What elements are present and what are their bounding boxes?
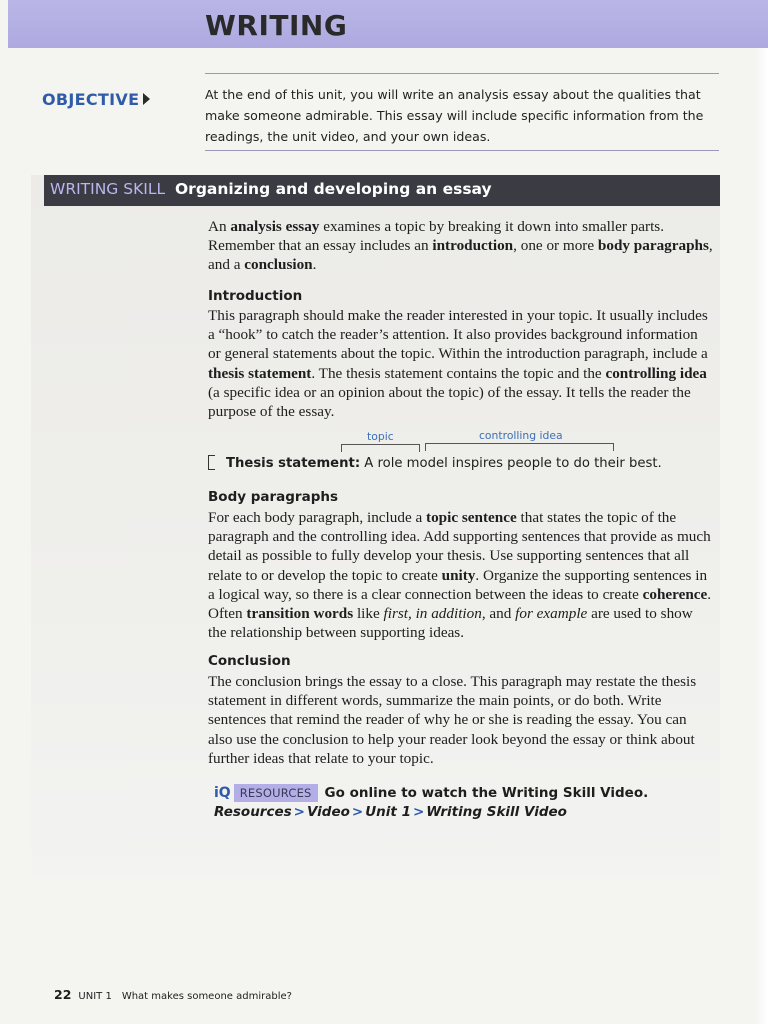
term-thesis-statement: thesis statement xyxy=(208,364,312,382)
path-writing-skill-video[interactable]: Writing Skill Video xyxy=(426,804,567,820)
iq-logo: iQ xyxy=(214,785,231,801)
thesis-example xyxy=(208,455,662,471)
term-controlling-idea: controlling idea xyxy=(605,364,707,382)
body-paragraph: For each body paragraph, include a topic sentence that states the topic of the paragraph and the controlling idea. Add supporting sentences that provide as much detail as possible to fully develop your thesis. Use supporting sentences that all relate to or develop the topic to create unity. Organize the supporting sentences in a logical way, so there is a clear connection between the ideas to create coherence. Often transition words like first, in addition, and for example are used to show the relationship between supporting ideas. xyxy=(208,509,712,642)
heading-conclusion: Conclusion xyxy=(208,653,291,669)
topic-bracket xyxy=(341,444,420,452)
introduction-paragraph: This paragraph should make the reader interested in your topic. It usually includes a “hook” to catch the reader’s attention. It also provides background information or general statements about the topic. Within the introduction paragraph, include a thesis statement. The thesis statement contains the topic and the controlling idea (a specific idea or an opinion about the topic) of the essay. It tells the reader the purpose of the essay. xyxy=(208,307,708,421)
play-triangle-icon xyxy=(143,93,150,105)
chevron-right-icon: > xyxy=(293,804,305,820)
objective-label-text: OBJECTIVE xyxy=(42,90,140,109)
chevron-right-icon: > xyxy=(351,804,364,820)
controlling-idea-bracket xyxy=(425,443,614,451)
page-number: 22 xyxy=(54,987,72,1002)
resources-badge: RESOURCES xyxy=(234,784,318,802)
thesis-label: Thesis statement: xyxy=(226,456,361,471)
annotation-topic: topic xyxy=(367,430,394,443)
objective-label xyxy=(42,90,150,109)
unit-label: UNIT 1 xyxy=(78,991,112,1002)
resources-text: Go online to watch the Writing Skill Video. xyxy=(324,785,649,801)
term-introduction: introduction xyxy=(432,237,514,255)
term-coherence: coherence xyxy=(642,585,708,603)
path-video[interactable]: Video xyxy=(306,804,350,820)
writing-skill-title: Organizing and developing an essay xyxy=(175,180,492,198)
term-body-paragraphs: body paragraphs xyxy=(597,237,709,255)
writing-skill-tag: WRITING SKILL xyxy=(50,180,166,198)
unit-question: What makes someone admirable? xyxy=(121,991,292,1002)
term-transition-words: transition words xyxy=(246,605,354,623)
writing-skill-bar xyxy=(44,175,720,206)
path-unit[interactable]: Unit 1 xyxy=(365,804,411,820)
term-unity: unity xyxy=(441,566,476,584)
header-band xyxy=(0,0,768,48)
resources-row[interactable] xyxy=(214,784,648,802)
resources-path[interactable] xyxy=(214,804,567,820)
path-resources[interactable]: Resources xyxy=(214,804,292,820)
chevron-right-icon: > xyxy=(412,804,425,820)
term-analysis-essay: analysis essay xyxy=(230,218,320,235)
objective-text: At the end of this unit, you will write an analysis essay about the qualities that make someone admirable. This essay will include specific information from the readings, the unit video, and your own ideas. xyxy=(205,87,704,144)
heading-body-paragraphs: Body paragraphs xyxy=(208,489,339,505)
conclusion-paragraph: The conclusion brings the essay to a close. This paragraph may restate the thesis statement in different words, summarize the main points, or do both. Write sentences that remind the reader of why he or she is reading the essay. You can also use the conclusion to help your reader look beyond the essay or think about further ideas that relate to your topic. xyxy=(208,673,697,767)
page-footer xyxy=(54,987,292,1002)
page-edge xyxy=(754,48,768,1024)
section-title: WRITING xyxy=(205,9,348,42)
example-for-example: for example xyxy=(515,605,588,623)
objective-bottom-rule xyxy=(205,150,719,151)
header-margin xyxy=(0,0,8,48)
intro-paragraph: An analysis essay examines a topic by breaking it down into smaller parts. Remember that an essay includes an introduction, one or more body paragraphs, and a conclusion. xyxy=(208,218,713,274)
example-first-in-addition: first, in addition xyxy=(383,605,482,623)
annotation-controlling-idea: controlling idea xyxy=(479,429,563,442)
heading-introduction: Introduction xyxy=(208,288,303,304)
term-conclusion: conclusion xyxy=(244,256,313,274)
bracket-icon xyxy=(208,455,215,470)
term-topic-sentence: topic sentence xyxy=(426,509,517,526)
objective-top-rule xyxy=(205,73,719,74)
thesis-text: A role model inspires people to do their best. xyxy=(360,456,662,471)
